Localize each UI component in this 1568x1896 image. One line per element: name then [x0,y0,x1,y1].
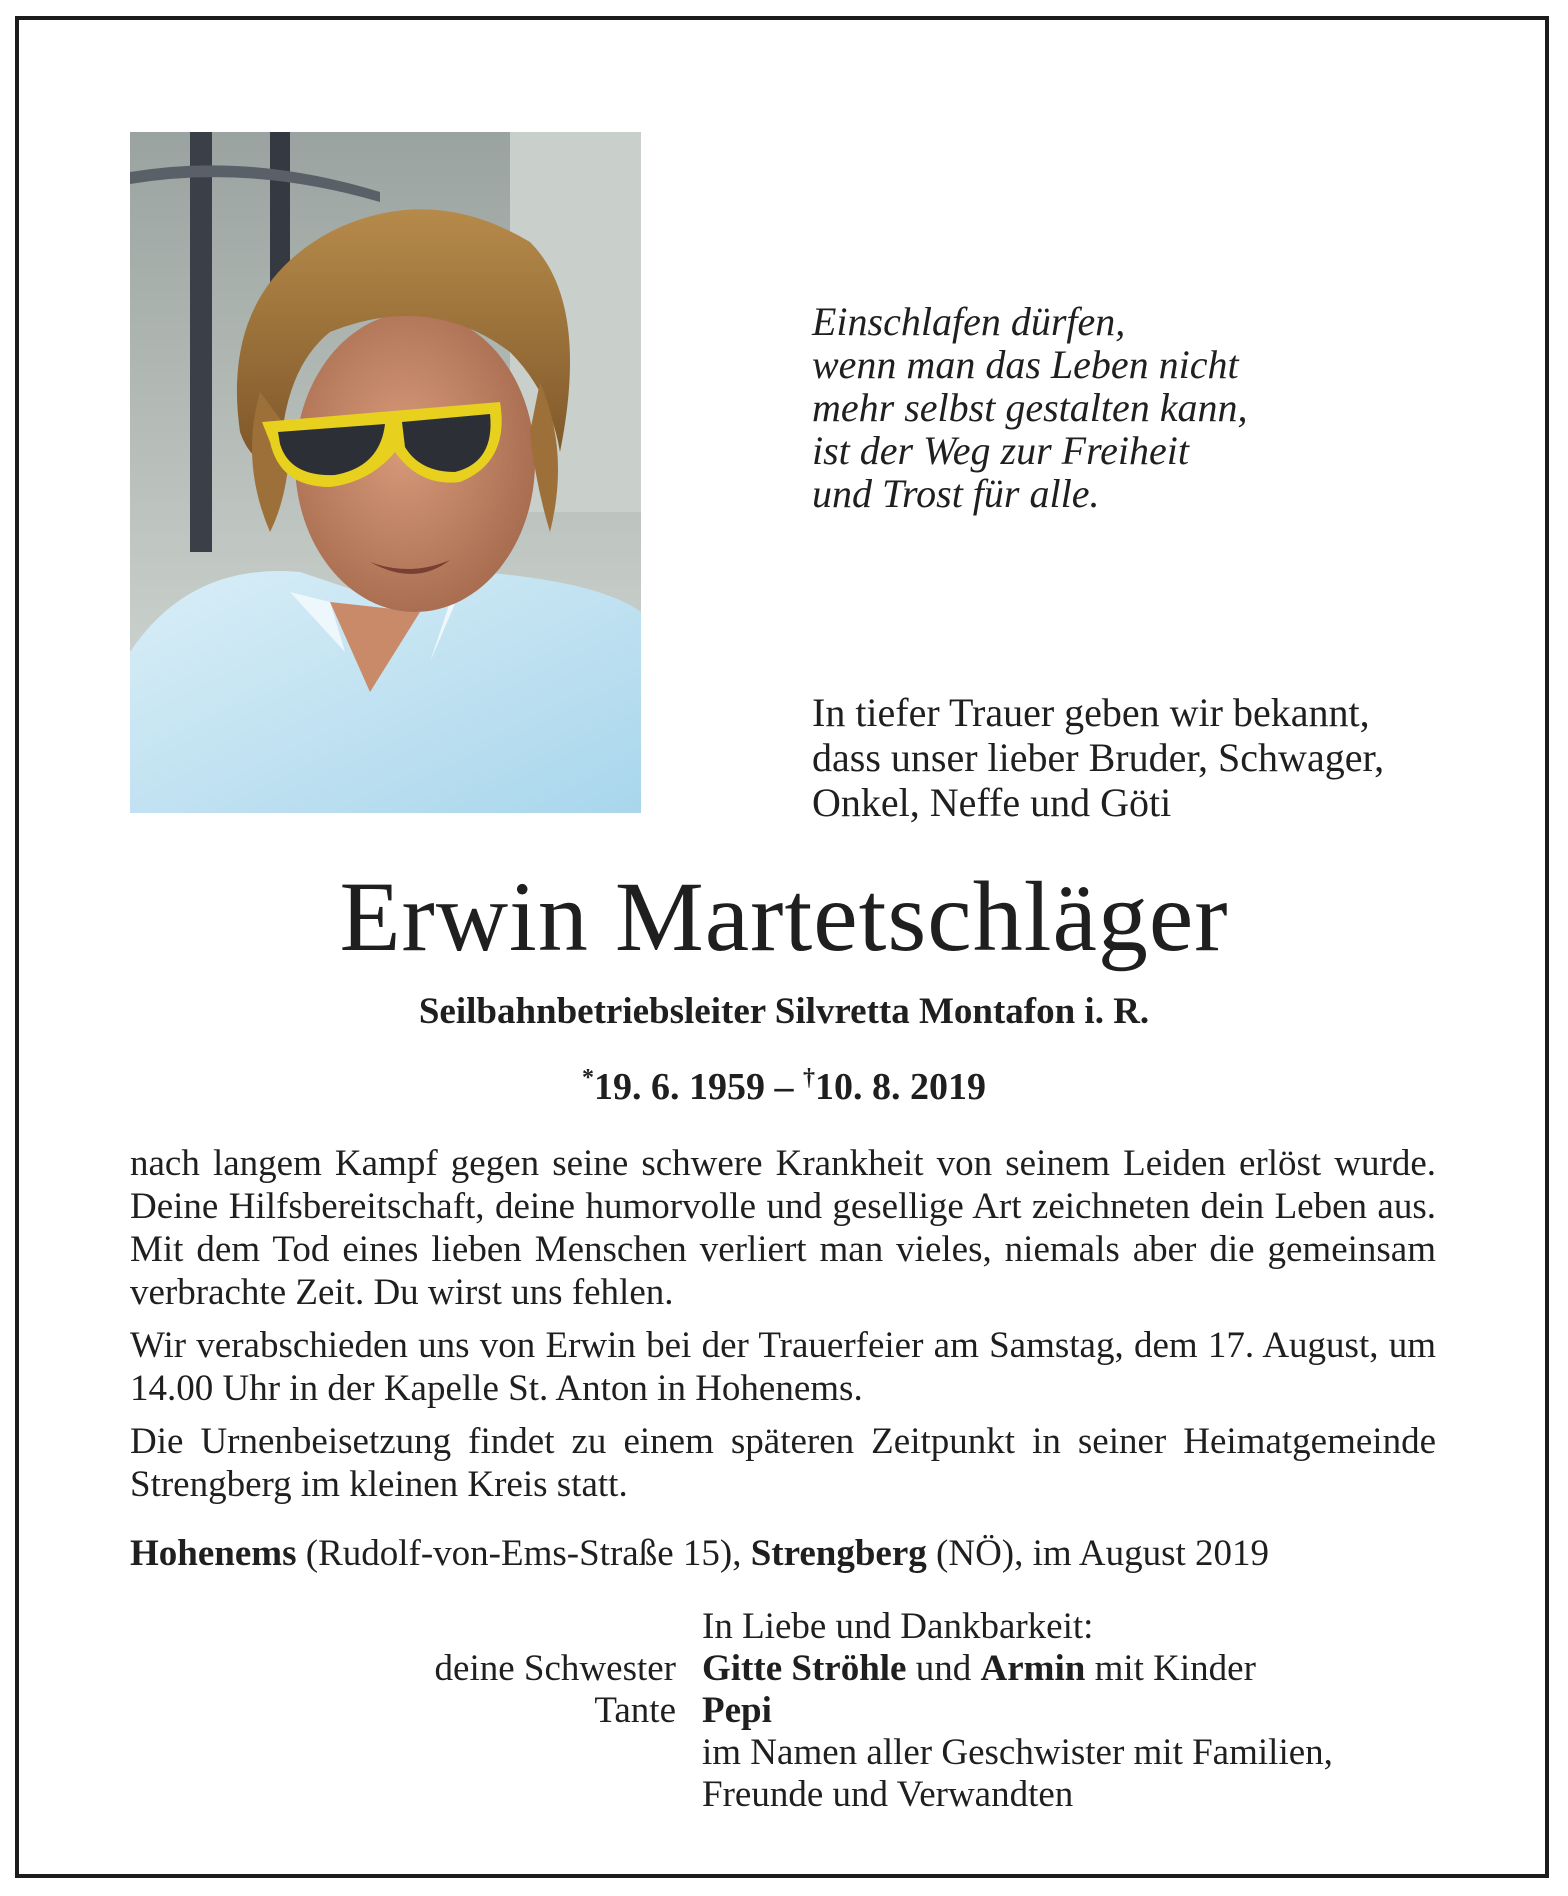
signature-row [0,1732,1568,1774]
poem [812,300,1248,515]
sister-name: Gitte Ströhle [702,1648,907,1689]
deceased-role: Seilbahnbetriebsleiter Silvretta Montafon i. R. [418,991,1150,1032]
poem-line: wenn man das Leben nicht [812,342,1239,387]
city-strengberg: Strengberg [750,1533,927,1574]
birth-date: 19. 6. 1959 [594,1066,765,1108]
intro-line: In tiefer Trauer geben wir bekannt, [812,690,1370,735]
signature-row [0,1774,1568,1816]
address-hohenems: (Rudolf-von-Ems-Straße 15), [296,1533,751,1574]
friends-line: Freunde und Verwandten [702,1774,1074,1815]
obituary-text [130,1142,1436,1516]
signature-intro: In Liebe und Dankbarkeit: [702,1606,1094,1647]
poem-line: mehr selbst gestalten kann, [812,385,1248,430]
place-and-date [130,1532,1269,1576]
signature-row [0,1648,1568,1690]
poem-line: ist der Weg zur Freiheit [812,428,1190,473]
poem-line: und Trost für alle. [812,471,1100,516]
signature-row [0,1606,1568,1648]
signature-block [0,1606,1568,1816]
sister-label: deine Schwester [434,1648,676,1689]
intro-line: dass unser lieber Bruder, Schwager, [812,735,1385,780]
date-dash: – [774,1066,794,1108]
family-line: im Namen aller Geschwister mit Familien, [702,1732,1333,1773]
body-paragraph-2: Wir verabschieden uns von Erwin bei der Trauerfeier am Samstag, dem 17. August, um 14.00 Uhr in der Kapelle St. Anton in Hohenems. [130,1325,1436,1409]
children-text: mit Kinder [1085,1648,1256,1689]
aunt-entry [702,1690,772,1732]
poem-line: Einschlafen dürfen, [812,299,1126,344]
birth-symbol: * [582,1065,594,1091]
deceased-name: Erwin Martetschläger [339,861,1229,972]
sister-entry [702,1648,1256,1690]
body-paragraph-1: nach langem Kampf gegen seine schwere Krankheit von seinem Leiden erlöst wurde. Deine Hilfsbereitschaft, deine humorvolle und gesellige Art zeichneten dein Leben aus. Mit dem Tod eines lieben Menschen verliert man vieles, niemals aber die gemeinsam verbrachte Zeit. Du wirst uns fehlen. [130,1143,1436,1313]
death-date: 10. 8. 2019 [815,1066,986,1108]
announcement-intro [812,690,1384,825]
address-strengberg: (NÖ), im August 2019 [926,1533,1270,1574]
partner-name: Armin [980,1648,1086,1689]
body-paragraph-3: Die Urnenbeisetzung findet zu einem späteren Zeitpunkt in seiner Heimatgemeinde Strengberg im kleinen Kreis statt. [130,1421,1436,1505]
aunt-label: Tante [594,1690,676,1731]
death-symbol: † [803,1065,815,1091]
portrait-photo [130,132,641,813]
city-hohenems: Hohenems [130,1533,297,1574]
life-dates [0,1054,1568,1111]
and-word: und [906,1648,981,1689]
aunt-name: Pepi [702,1690,772,1731]
intro-line: Onkel, Neffe und Göti [812,780,1172,825]
signature-row [0,1690,1568,1732]
